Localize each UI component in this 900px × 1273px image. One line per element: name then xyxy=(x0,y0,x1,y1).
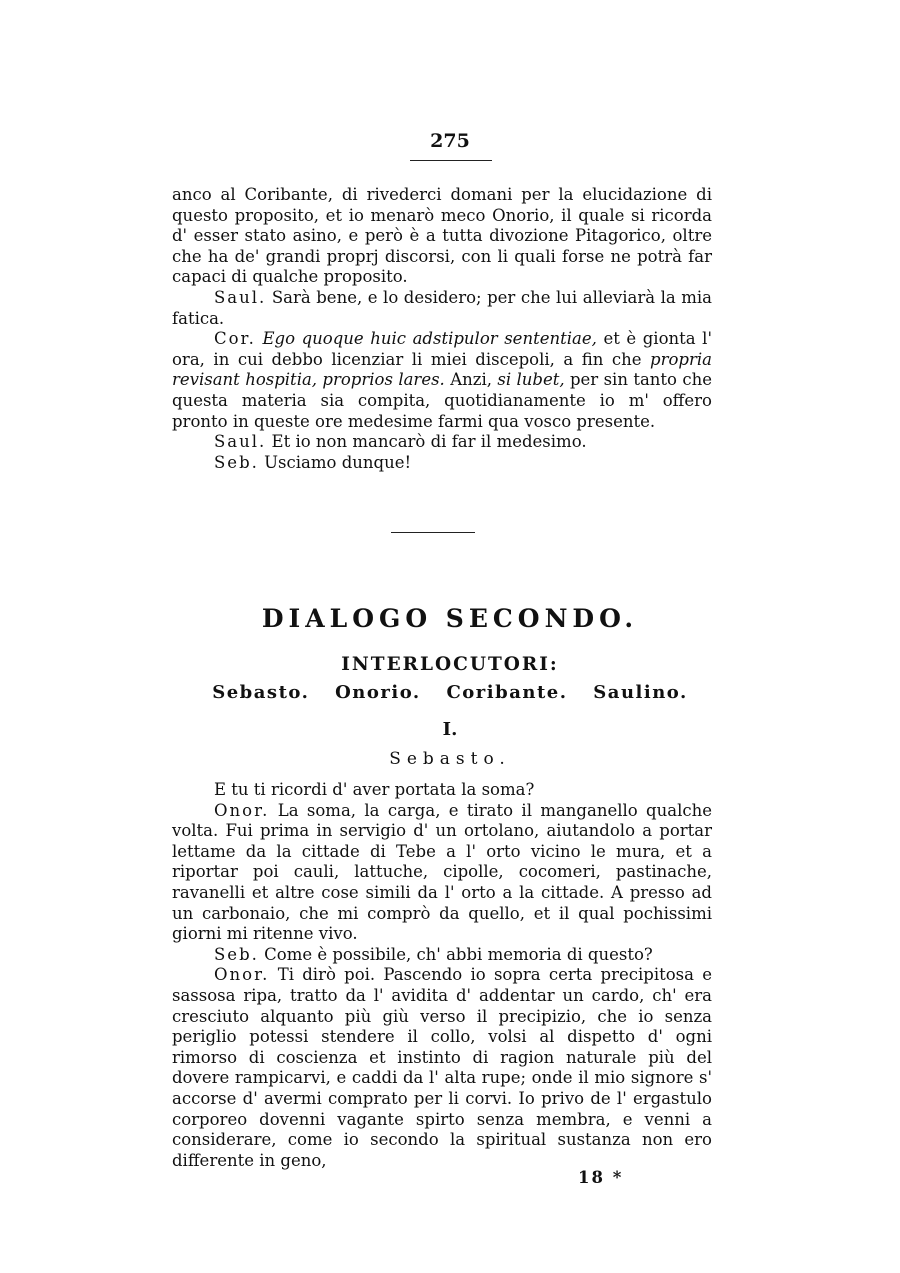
paragraph xyxy=(172,801,712,945)
speech-text: Sarà bene, e lo desidero; per che lui alleviarà la mia fatica. xyxy=(172,287,713,328)
speech-text: per sin tanto che questa materia sia compita, quotidianamente io m' offero pronto in queste ore medesime farmi qua vosco presente. xyxy=(172,370,712,431)
paragraph xyxy=(172,329,712,432)
speaker-label: Seb. xyxy=(214,452,259,472)
speech-text: La soma, la carga, e tirato il manganello qualche volta. Fui prima in servigio d' un ortolano, aiutandolo a portar lettame da la cittade di Tebe a l' orto vicino le mura, et a riportar poi cauli, lattuche, cipolle, cocomeri, pastinache, ravanelli et altre cose simili da l' orto a la cittade. A presso ad un carbonaio, che mi comprò da quello, et il qual pochissimi giorni mi ritenne vivo. xyxy=(172,800,712,944)
speech-text: Come è possibile, ch' abbi memoria di questo? xyxy=(264,944,653,964)
speech-text: Usciamo dunque! xyxy=(264,452,412,472)
page-number: 275 xyxy=(430,130,470,152)
latin-quote: propria revisant hospitia, proprios lares. xyxy=(172,349,712,390)
section-number: I. xyxy=(442,719,458,740)
characters-line xyxy=(0,682,900,703)
paragraph xyxy=(172,453,712,474)
text-block-continuation xyxy=(172,185,712,473)
section-divider xyxy=(391,532,475,533)
paragraph xyxy=(172,945,712,966)
paragraph xyxy=(172,432,712,453)
character-name: Saulino. xyxy=(593,682,688,703)
speech-text: Et io non mancarò di far il medesimo. xyxy=(271,432,587,452)
dialog-title: DIALOGO SECONDO. xyxy=(261,604,639,633)
signature-mark: 18 * xyxy=(578,1168,624,1187)
interlocutors-heading: INTERLOCUTORI: xyxy=(341,654,559,675)
latin-quote: si lubet, xyxy=(497,370,565,390)
character-name: Sebasto. xyxy=(212,682,310,703)
speech-text: Ti dirò poi. Pascendo io sopra certa precipitosa e sassosa ripa, tratto da l' avidita d' addentar un cardo, ch' era cresciuto alquanto più giù verso il precipizio, che io senza periglio potessi stendere il collo, volsi al dispetto d' ogni rimorso di coscienza et instinto di ragion naturale più del dovere rampicarvi, e caddi da l' alta rupe; onde il mio signore s' accorse d' avermi comprato per li corvi. Io privo de l' ergastulo corporeo dovenni vagante spirto senza membra, e venni a considerare, come io secondo la spiritual sustanza non ero differente in geno, xyxy=(172,965,712,1170)
speaker-label: Seb. xyxy=(214,944,259,964)
speaker-label: Saul. xyxy=(214,432,267,452)
speech-text: Anzi, xyxy=(450,370,492,390)
speech-text: et è gionta l' ora, in cui debbo licenziar li miei discepoli, a fin che xyxy=(172,329,712,369)
speaker-label: Cor. xyxy=(214,329,256,349)
header-rule xyxy=(410,160,492,161)
paragraph xyxy=(172,288,712,329)
character-name: Onorio. xyxy=(335,682,421,703)
speaker-label: Saul. xyxy=(214,287,267,307)
speaker-label: Onor. xyxy=(214,965,270,985)
latin-quote: Ego quoque huic adstipulor sententiae, xyxy=(262,329,597,349)
paragraph: anco al Coribante, di rivederci domani per la elucidazione di questo proposito, et io menarò meco Onorio, il quale si ricorda d' esser stato asino, e però è a tutta divozione Pitagorico, oltre che ha de' grandi proprj discorsi, con li quali forse ne potrà far capaci di qualche proposito. xyxy=(172,185,712,287)
text-block-dialog xyxy=(172,780,712,1171)
paragraph xyxy=(172,965,712,1171)
speaker-label: Onor. xyxy=(214,800,270,820)
character-name: Coribante. xyxy=(446,682,568,703)
paragraph: E tu ti ricordi d' aver portata la soma? xyxy=(214,780,535,799)
first-speaker-heading: Sebasto. xyxy=(389,749,511,769)
